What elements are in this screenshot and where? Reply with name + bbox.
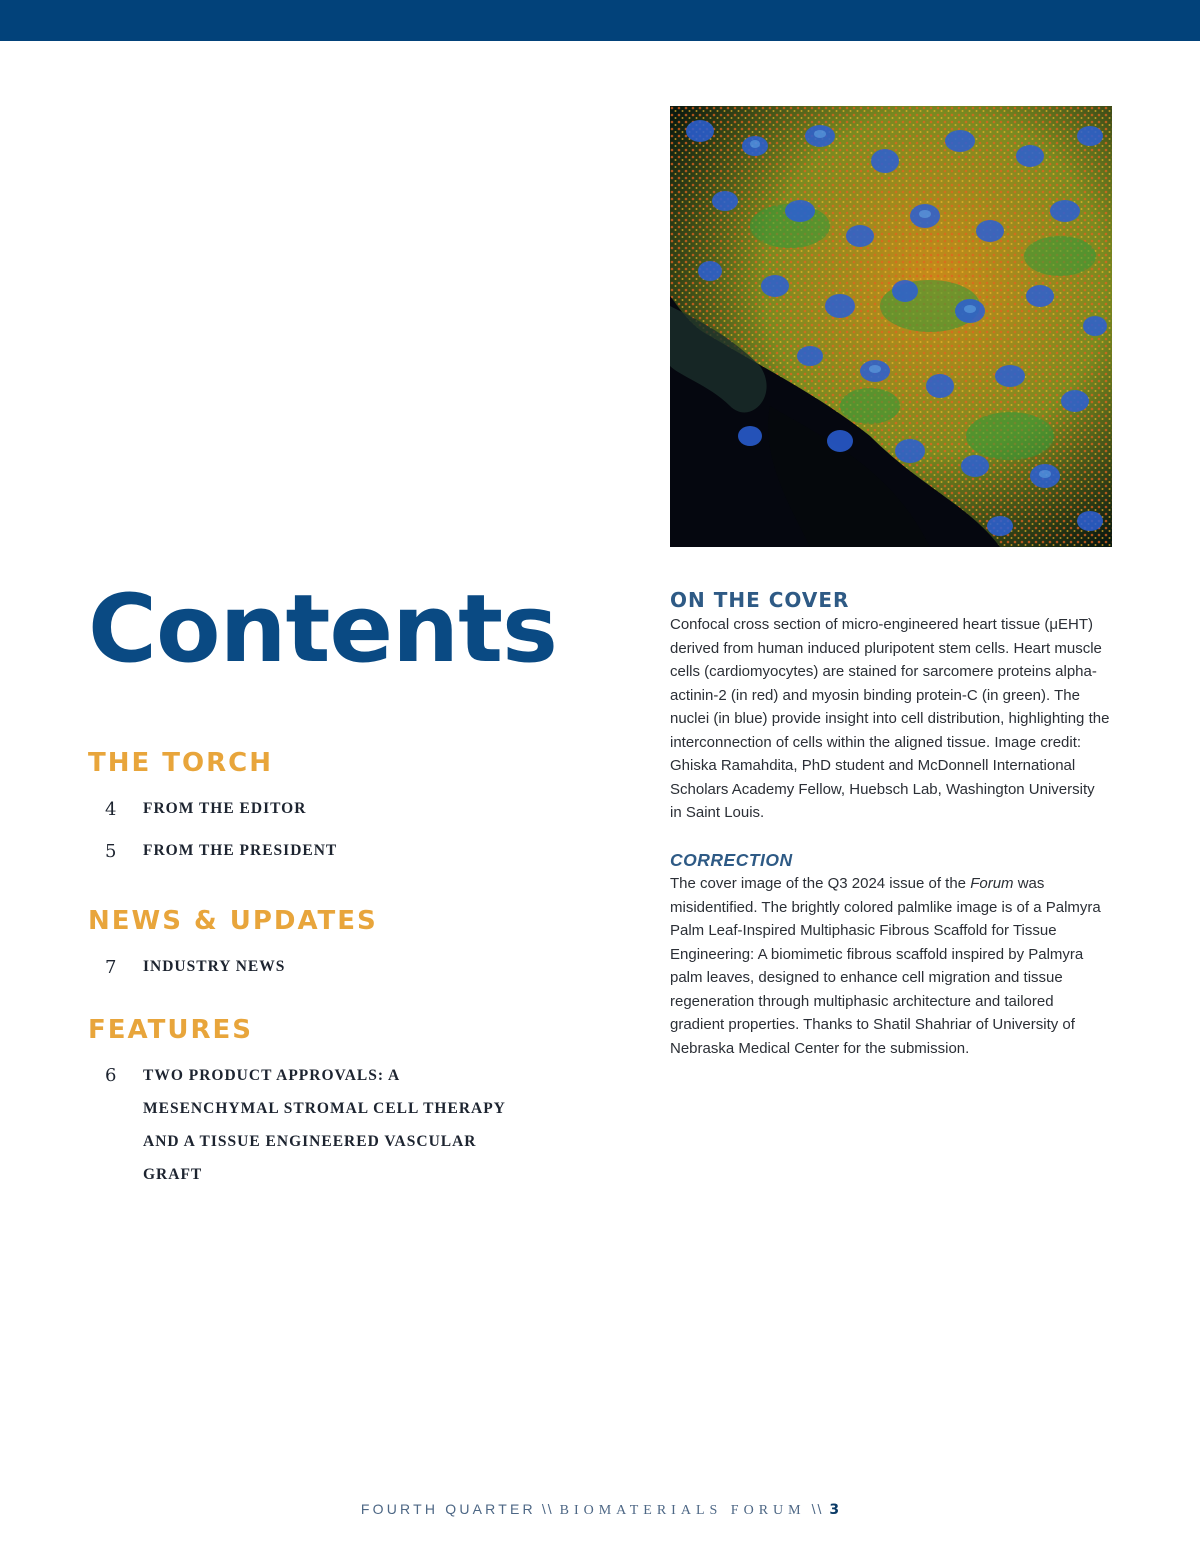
toc-page-number: 6 <box>105 1065 117 1086</box>
toc-page-number: 4 <box>105 799 117 820</box>
footer-separator: \\ <box>811 1501 824 1517</box>
contents-title: Contents <box>88 575 557 684</box>
correction-text <box>670 872 1110 1060</box>
toc-page-number: 5 <box>105 841 117 862</box>
toc-item-industry-news[interactable]: INDUSTRY NEWS <box>143 958 286 975</box>
correction-heading: CORRECTION <box>670 850 793 870</box>
footer-separator: \\ <box>541 1501 554 1517</box>
correction-text-start: The cover image of the Q3 2024 issue of the <box>670 875 971 892</box>
section-heading-news-updates: NEWS & UPDATES <box>88 906 378 936</box>
footer-issue: FOURTH QUARTER <box>360 1501 536 1517</box>
section-heading-the-torch: THE TORCH <box>88 748 274 778</box>
correction-text-end: was misidentified. The brightly colored palmlike image is of a Palmyra Palm Leaf-Inspired Multiphasic Fibrous Scaffold for Tissue Engineering: A biomimetic fibrous scaffold inspired by Palmyra palm leaves, designed to enhance cell migration and tissue regeneration through multiphasic architecture and tailored gradient properties. Thanks to Shatil Shahriar of University of Nebraska Medical Center for the submission. <box>670 875 1101 1057</box>
page-footer <box>0 1498 1200 1522</box>
toc-item-two-product-approvals[interactable]: TWO PRODUCT APPROVALS: A MESENCHYMAL STROMAL CELL THERAPY AND A TISSUE ENGINEERED VASCULAR GRAFT <box>143 1067 506 1183</box>
on-the-cover-text: Confocal cross section of micro-engineered heart tissue (μEHT) derived from human induced pluripotent stem cells. Heart muscle cells (cardiomyocytes) are stained for sarcomere proteins alpha-actinin-2 (in red) and myosin binding protein-C (in green). The nuclei (in blue) provide insight into cell distribution, highlighting the interconnection of cells within the aligned tissue. Image credit: Ghiska Ramahdita, PhD student and McDonnell International Scholars Academy Fellow, Huebsch Lab, Washington University in Saint Louis. <box>670 616 1110 821</box>
toc-page-number: 7 <box>105 957 117 978</box>
on-the-cover-heading: ON THE COVER <box>670 588 850 612</box>
section-heading-features: FEATURES <box>88 1015 253 1045</box>
cover-image <box>670 106 1112 547</box>
page-number: 3 <box>829 1502 840 1518</box>
top-bar <box>0 0 1200 41</box>
forum-italic: Forum <box>970 875 1014 892</box>
toc-item-from-the-president[interactable]: FROM THE PRESIDENT <box>143 842 338 859</box>
toc-item-from-the-editor[interactable]: FROM THE EDITOR <box>143 800 307 817</box>
footer-publication: BIOMATERIALS FORUM <box>559 1503 806 1518</box>
